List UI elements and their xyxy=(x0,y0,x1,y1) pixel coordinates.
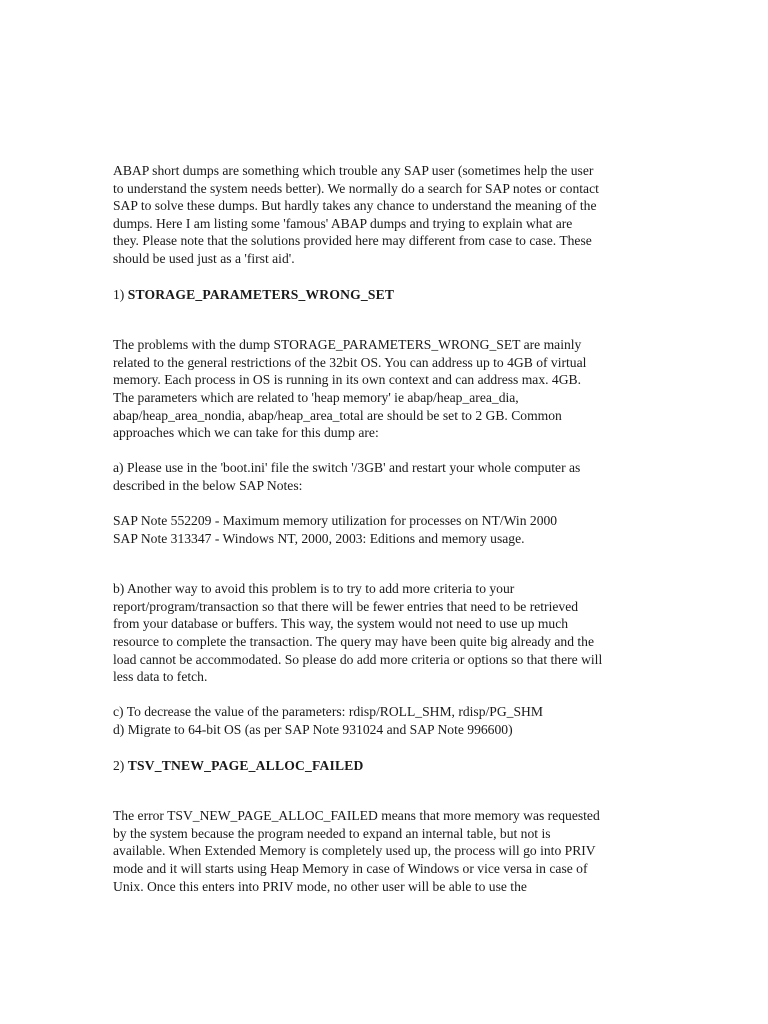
text-line: available. When Extended Memory is completely used up, the process will go into PRIV xyxy=(113,843,596,859)
text-line: c) To decrease the value of the parameters: rdisp/ROLL_SHM, rdisp/PG_SHM xyxy=(113,704,543,720)
text-line: The parameters which are related to 'heap memory' ie abap/heap_area_dia, xyxy=(113,389,519,405)
text-line: memory. Each process in OS is running in its own context and can address max. 4GB. xyxy=(113,372,582,388)
text-line: related to the general restrictions of the 32bit OS. You can address up to 4GB of virtual xyxy=(113,354,587,370)
section-2-title: TSV_TNEW_PAGE_ALLOC_FAILED xyxy=(127,757,364,773)
text-line: abap/heap_area_nondia, abap/heap_area_total are should be set to 2 GB. Common xyxy=(113,407,562,423)
section-2-number: 2) xyxy=(113,757,128,773)
text-line: The problems with the dump STORAGE_PARAMETERS_WRONG_SET are mainly xyxy=(113,337,582,353)
text-line: mode and it will starts using Heap Memory in case of Windows or vice versa in case of xyxy=(113,861,588,876)
sap-notes-list xyxy=(113,512,658,547)
text-line: SAP to solve these dumps. But hardly takes any chance to understand the meaning of the xyxy=(113,198,597,214)
text-line: The error TSV_NEW_PAGE_ALLOC_FAILED means that more memory was requested xyxy=(113,808,600,824)
text-line: to understand the system needs better). We normally do a search for SAP notes or contact xyxy=(113,180,599,196)
text-line: dumps. Here I am listing some 'famous' ABAP dumps and trying to explain what are xyxy=(113,215,573,231)
section-2-paragraph xyxy=(113,807,658,895)
text-line: report/program/transaction so that there will be fewer entries that need to be retrieved xyxy=(113,598,579,614)
text-line: Unix. Once this enters into PRIV mode, no other user will be able to use the xyxy=(113,878,527,894)
text-line: ABAP short dumps are something which trouble any SAP user (sometimes help the user xyxy=(113,163,594,178)
text-line: from your database or buffers. This way, the system would not need to use up much xyxy=(113,616,569,632)
intro-paragraph xyxy=(113,162,658,268)
sap-note-line: SAP Note 313347 - Windows NT, 2000, 2003: Editions and memory usage. xyxy=(113,530,525,546)
section-1-title: STORAGE_PARAMETERS_WRONG_SET xyxy=(127,286,395,302)
section-1-paragraph xyxy=(113,336,658,442)
text-line: a) Please use in the 'boot.ini' file the switch '/3GB' and restart your whole computer as xyxy=(113,460,581,476)
text-line: should be used just as a 'first aid'. xyxy=(113,250,295,266)
text-line: by the system because the program needed to expand an internal table, but not is xyxy=(113,825,551,841)
text-line: resource to complete the transaction. The query may have been quite big already and the xyxy=(113,634,595,650)
section-1-number: 1) xyxy=(113,286,128,302)
section-1-heading xyxy=(113,286,658,304)
option-b-paragraph xyxy=(113,580,658,686)
text-line: b) Another way to avoid this problem is to try to add more criteria to your xyxy=(113,581,515,597)
option-a-paragraph xyxy=(113,459,658,494)
section-2-heading xyxy=(113,757,658,775)
document-body xyxy=(113,162,658,895)
option-cd-paragraph xyxy=(113,703,658,738)
text-line: load cannot be accommodated. So please do add more criteria or options so that there will xyxy=(113,651,603,667)
text-line: d) Migrate to 64-bit OS (as per SAP Note 931024 and SAP Note 996600) xyxy=(113,722,513,738)
text-line: approaches which we can take for this dump are: xyxy=(113,425,379,441)
text-line: they. Please note that the solutions provided here may different from case to case. These xyxy=(113,233,592,249)
sap-note-line: SAP Note 552209 - Maximum memory utilization for processes on NT/Win 2000 xyxy=(113,513,558,529)
text-line: less data to fetch. xyxy=(113,669,208,685)
text-line: described in the below SAP Notes: xyxy=(113,477,303,493)
